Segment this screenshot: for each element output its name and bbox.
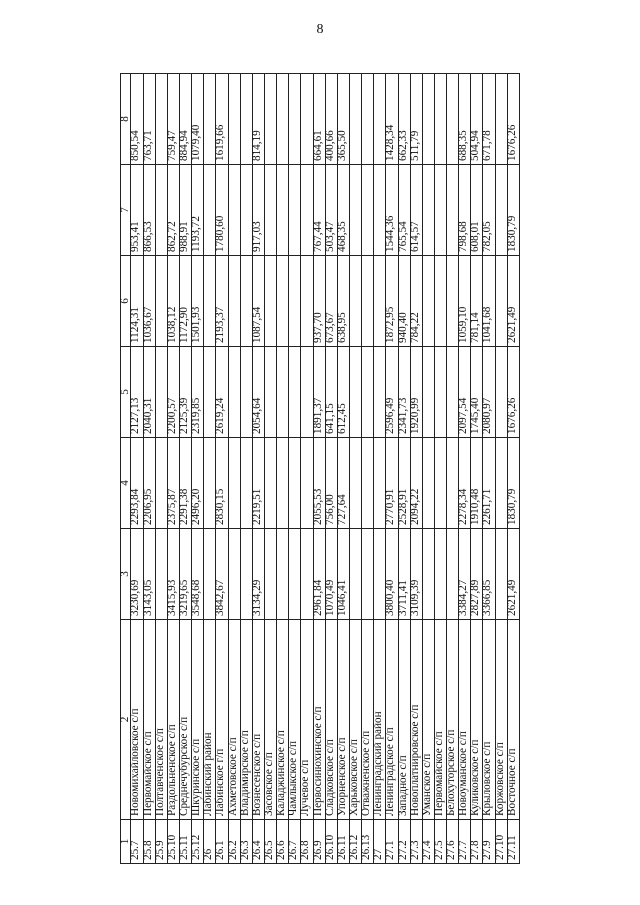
table-body [131,74,520,864]
table-row [386,74,398,864]
value-cell: 2830,15 [216,438,228,529]
value-cell: 3711,41 [398,529,410,620]
value-cell: 2961,84 [313,529,325,620]
value-cell: 1079,40 [192,74,204,165]
settlement-name-cell: Полтавченское с/п [155,620,167,820]
row-index-cell: 26.2 [228,820,240,864]
value-cell: 2528,91 [398,438,410,529]
settlement-name-cell: Коржовское с/п [495,620,507,820]
settlement-name-cell: Сладковское с/п [325,620,337,820]
value-cell: 1036,67 [143,256,155,347]
value-cell: 953,41 [131,165,143,256]
value-cell: 3109,39 [410,529,422,620]
settlement-name-cell: Ленинградское с/п [386,620,398,820]
value-cell: 2291,38 [179,438,191,529]
value-cell: 2080,97 [483,347,495,438]
rotated-table-container [120,74,520,864]
value-cell: 2200,57 [167,347,179,438]
value-cell: 784,22 [410,256,422,347]
value-cell [362,256,374,347]
value-cell: 2770,91 [386,438,398,529]
value-cell [277,74,289,165]
value-cell: 850,54 [131,74,143,165]
value-cell: 814,19 [252,74,264,165]
row-index-cell: 27.11 [507,820,519,864]
table-row [507,74,519,864]
value-cell: 2621,49 [507,256,519,347]
value-cell: 2278,34 [459,438,471,529]
value-cell [277,438,289,529]
value-cell: 1780,60 [216,165,228,256]
value-cell: 2261,71 [483,438,495,529]
settlement-name-cell: Западное с/п [398,620,410,820]
settlement-name-cell: Харьковское с/п [349,620,361,820]
column-header: 1 [121,820,131,864]
value-cell: 2094,22 [410,438,422,529]
value-cell: 1676,26 [507,74,519,165]
value-cell [289,165,301,256]
value-cell [434,256,446,347]
value-cell [264,529,276,620]
value-cell: 673,67 [325,256,337,347]
row-index-cell: 27.7 [459,820,471,864]
column-header: 6 [121,256,131,347]
value-cell [264,74,276,165]
row-index-cell: 26.7 [289,820,301,864]
value-cell: 2827,89 [471,529,483,620]
row-index-cell: 25.8 [143,820,155,864]
value-cell: 504,94 [471,74,483,165]
value-cell: 638,95 [337,256,349,347]
value-cell [277,165,289,256]
value-cell: 2293,84 [131,438,143,529]
value-cell: 612,45 [337,347,349,438]
value-cell: 468,35 [337,165,349,256]
value-cell: 988,91 [179,165,191,256]
column-header: 8 [121,74,131,165]
value-cell: 727,64 [337,438,349,529]
value-cell: 2621,49 [507,529,519,620]
row-index-cell: 26 [204,820,216,864]
value-cell: 400,66 [325,74,337,165]
value-cell [349,438,361,529]
settlement-name-cell: Лабинский район [204,620,216,820]
settlement-name-cell: Белохуторское с/п [447,620,459,820]
value-cell [422,347,434,438]
settlement-name-cell: Каладжинское с/п [277,620,289,820]
settlement-name-cell: Первосинюхинское с/п [313,620,325,820]
value-cell [362,347,374,438]
settlement-name-cell: Отважненское с/п [362,620,374,820]
row-index-cell: 25.10 [167,820,179,864]
value-cell: 1745,40 [471,347,483,438]
table-row [410,74,422,864]
settlement-name-cell: Шкуринское с/п [192,620,204,820]
value-cell: 608,01 [471,165,483,256]
value-cell: 3842,67 [216,529,228,620]
value-cell: 2206,95 [143,438,155,529]
value-cell: 940,40 [398,256,410,347]
value-cell: 3415,93 [167,529,179,620]
value-cell: 365,50 [337,74,349,165]
value-cell: 3219,65 [179,529,191,620]
value-cell [228,256,240,347]
value-cell: 2125,39 [179,347,191,438]
settlement-name-cell: Уманское с/п [422,620,434,820]
value-cell [422,438,434,529]
value-cell: 2341,73 [398,347,410,438]
value-cell [434,438,446,529]
value-cell: 3384,27 [459,529,471,620]
row-index-cell: 27.3 [410,820,422,864]
value-cell: 917,03 [252,165,264,256]
value-cell: 662,33 [398,74,410,165]
row-index-cell: 25.9 [155,820,167,864]
value-cell [434,74,446,165]
row-index-cell: 26.3 [240,820,252,864]
value-cell: 2619,24 [216,347,228,438]
value-cell: 937,70 [313,256,325,347]
settlement-name-cell: Ахметовское с/п [228,620,240,820]
row-index-cell: 26.4 [252,820,264,864]
row-index-cell: 27.1 [386,820,398,864]
value-cell [362,165,374,256]
value-cell [362,74,374,165]
settlement-name-cell: Первомайское с/п [434,620,446,820]
value-cell: 767,44 [313,165,325,256]
value-cell [228,347,240,438]
row-index-cell: 27.6 [447,820,459,864]
value-cell: 3548,68 [192,529,204,620]
row-index-cell: 26.5 [264,820,276,864]
row-index-cell: 27.9 [483,820,495,864]
value-cell [434,165,446,256]
settlement-name-cell: Новоуманское с/п [459,620,471,820]
column-header: 3 [121,529,131,620]
value-cell: 1872,95 [386,256,398,347]
value-cell [228,165,240,256]
value-cell: 1910,48 [471,438,483,529]
value-cell: 1830,79 [507,438,519,529]
settlement-name-cell: Чамлыкское с/п [289,620,301,820]
value-cell: 1428,34 [386,74,398,165]
value-cell: 2097,54 [459,347,471,438]
value-cell: 614,57 [410,165,422,256]
value-cell: 2127,13 [131,347,143,438]
value-cell [289,438,301,529]
settlement-name-cell: Куликовское с/п [471,620,483,820]
value-cell: 3134,29 [252,529,264,620]
row-index-cell: 26.11 [337,820,349,864]
value-cell [434,347,446,438]
value-cell: 2040,31 [143,347,155,438]
table-row [204,74,216,864]
row-index-cell: 26.1 [216,820,228,864]
value-cell: 3800,40 [386,529,398,620]
settlement-name-cell: Лучевое с/п [301,620,313,820]
value-cell [264,256,276,347]
value-cell [277,256,289,347]
row-index-cell: 25.11 [179,820,191,864]
value-cell [289,256,301,347]
value-cell: 759,47 [167,74,179,165]
value-cell: 2319,85 [192,347,204,438]
value-cell: 2375,87 [167,438,179,529]
settlement-name-cell: Упорненское с/п [337,620,349,820]
row-index-cell: 27.5 [434,820,446,864]
row-index-cell: 26.13 [362,820,374,864]
value-cell: 2193,37 [216,256,228,347]
value-cell: 756,00 [325,438,337,529]
value-cell: 1087,54 [252,256,264,347]
value-cell [277,529,289,620]
value-cell: 862,72 [167,165,179,256]
page-number: 8 [316,22,324,37]
value-cell [349,74,361,165]
value-cell: 3143,05 [143,529,155,620]
column-header: 4 [121,438,131,529]
value-cell: 664,61 [313,74,325,165]
settlement-name-cell: Вознесенское с/п [252,620,264,820]
value-cell [349,165,361,256]
table-row [495,74,507,864]
settlement-name-cell: Новоплатнировское с/п [410,620,422,820]
value-cell [264,165,276,256]
value-cell: 1046,41 [337,529,349,620]
row-index-cell: 25.7 [131,820,143,864]
settlement-name-cell: Лабинское г/п [216,620,228,820]
value-cell [228,74,240,165]
value-cell: 2496,20 [192,438,204,529]
row-index-cell: 25.12 [192,820,204,864]
value-cell: 511,79 [410,74,422,165]
settlement-name-cell: Первомайское с/п [143,620,155,820]
value-cell [422,74,434,165]
value-cell: 1676,26 [507,347,519,438]
settlement-name-cell: Крыловское с/п [483,620,495,820]
settlement-name-cell: Новомихайловское с/п [131,620,143,820]
value-cell: 688,35 [459,74,471,165]
column-header: 5 [121,347,131,438]
value-cell: 798,68 [459,165,471,256]
row-index-cell: 27.8 [471,820,483,864]
value-cell: 671,78 [483,74,495,165]
value-cell [422,529,434,620]
settlement-name-cell: Владимирское с/п [240,620,252,820]
row-index-cell: 27.2 [398,820,410,864]
value-cell: 1544,36 [386,165,398,256]
value-cell: 866,53 [143,165,155,256]
value-cell [362,438,374,529]
value-cell [289,347,301,438]
value-cell: 1830,79 [507,165,519,256]
value-cell: 1172,90 [179,256,191,347]
row-index-cell: 26.6 [277,820,289,864]
value-cell: 1891,37 [313,347,325,438]
row-index-cell: 26.10 [325,820,337,864]
table-row [252,74,264,864]
value-cell: 2054,64 [252,347,264,438]
value-cell [228,529,240,620]
value-cell: 1501,93 [192,256,204,347]
value-cell: 1041,68 [483,256,495,347]
value-cell [349,256,361,347]
value-cell [349,529,361,620]
value-cell: 1059,10 [459,256,471,347]
value-cell: 3230,69 [131,529,143,620]
value-cell: 2219,51 [252,438,264,529]
value-cell: 765,54 [398,165,410,256]
column-header: 2 [121,620,131,820]
row-index-cell: 26.9 [313,820,325,864]
value-cell: 1193,72 [192,165,204,256]
value-cell: 1920,99 [410,347,422,438]
value-cell [277,347,289,438]
value-cell: 641,15 [325,347,337,438]
value-cell [422,256,434,347]
value-cell [264,347,276,438]
value-cell: 781,14 [471,256,483,347]
value-cell [422,165,434,256]
value-cell [434,529,446,620]
value-cell [289,74,301,165]
value-cell: 782,05 [483,165,495,256]
value-cell [228,438,240,529]
value-cell: 3366,85 [483,529,495,620]
settlement-name-cell: Восточное с/п [507,620,519,820]
value-cell [362,529,374,620]
column-header: 7 [121,165,131,256]
row-index-cell: 26.12 [349,820,361,864]
row-index-cell: 26.8 [301,820,313,864]
value-cell: 884,94 [179,74,191,165]
value-cell [289,529,301,620]
row-index-cell: 27.10 [495,820,507,864]
settlement-name-cell: Ленинградский район [374,620,386,820]
value-cell: 1038,12 [167,256,179,347]
value-cell: 1070,49 [325,529,337,620]
row-index-cell: 27 [374,820,386,864]
value-cell: 2596,49 [386,347,398,438]
settlement-name-cell: Засовское с/п [264,620,276,820]
data-table [120,73,520,864]
value-cell [264,438,276,529]
table-row [289,74,301,864]
value-cell [349,347,361,438]
settlement-name-cell: Раздольненское с/п [167,620,179,820]
settlement-name-cell: Среднечубурское с/п [179,620,191,820]
value-cell: 2055,53 [313,438,325,529]
value-cell: 763,71 [143,74,155,165]
value-cell: 1619,66 [216,74,228,165]
value-cell: 503,47 [325,165,337,256]
row-index-cell: 27.4 [422,820,434,864]
value-cell: 1124,31 [131,256,143,347]
